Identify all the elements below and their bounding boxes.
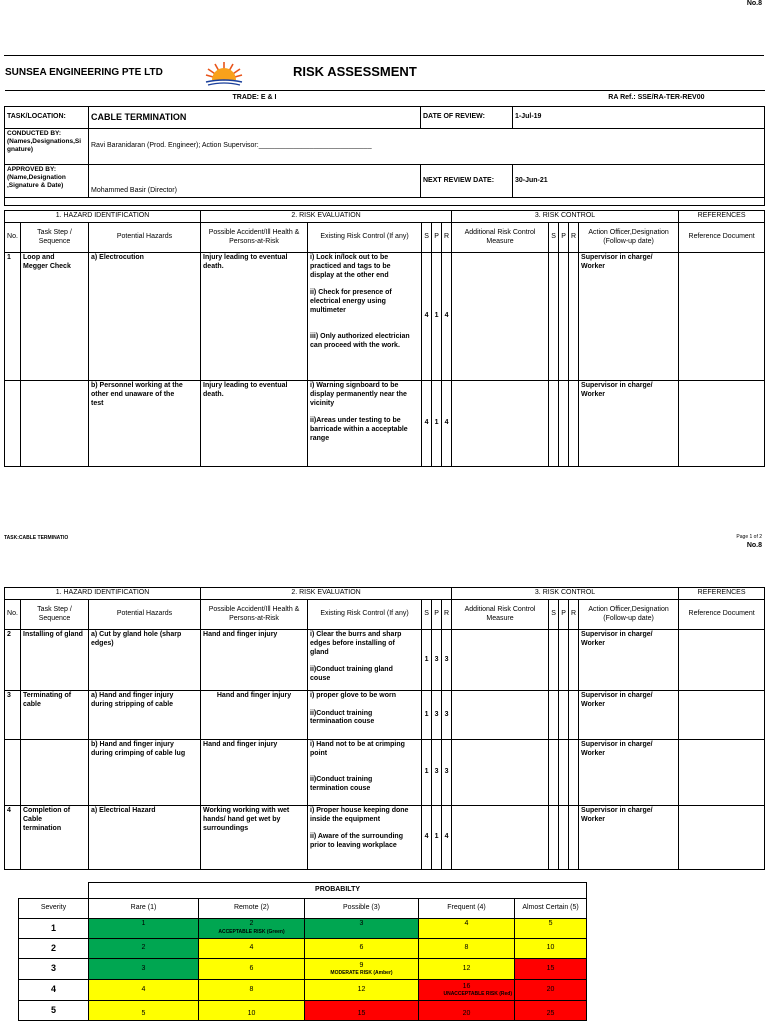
table-row <box>5 691 765 740</box>
row-no: 3 <box>5 691 21 740</box>
ra-ref-label <box>513 91 765 107</box>
col-additional-control: Additional Risk Control Measure <box>452 600 549 630</box>
row-accident: Hand and finger injury <box>201 691 308 740</box>
matrix-cell: 4 <box>199 939 305 959</box>
matrix-cell: 5 <box>89 1001 199 1021</box>
matrix-cell: 4 <box>419 919 515 939</box>
table-row <box>5 253 765 381</box>
row-officer: Supervisor in charge/ Worker <box>579 630 679 691</box>
row-hazard: b) Hand and finger injury during crimping of cable lug <box>89 740 201 806</box>
row-task: Installing of gland <box>21 630 89 691</box>
severity-4: 4 <box>19 980 89 1001</box>
col-task-step: Task Step / Sequence <box>21 223 89 253</box>
row-s: 1 <box>422 630 432 691</box>
matrix-cell <box>199 919 305 939</box>
severity-5: 5 <box>19 1001 89 1021</box>
section-risk-control: 3. RISK CONTROL <box>452 211 679 223</box>
row-s: 4 <box>422 253 432 381</box>
table-row <box>5 740 765 806</box>
row-existing-control: i) Lock in/lock out to be practiced and tags to be display at the other end ii) Check for presence of electrical energy using multimeter iii) Only authorized electrician can proceed with the work. <box>308 253 422 381</box>
col-no: No. <box>5 223 21 253</box>
moderate-risk-label: MODERATE RISK (Amber) <box>330 970 393 977</box>
row-r: 4 <box>442 806 452 870</box>
row-r: 3 <box>442 740 452 806</box>
col-s: S <box>422 223 432 253</box>
severity-3: 3 <box>19 959 89 980</box>
row-s: 1 <box>422 740 432 806</box>
trade-label <box>89 91 421 107</box>
section-risk-evaluation: 2. RISK EVALUATION <box>201 588 452 600</box>
col-p2: P <box>559 223 569 253</box>
row-hazard: b) Personnel working at the other end unaware of the test <box>89 381 201 467</box>
row-s: 4 <box>422 381 432 467</box>
row-hazard: a) Hand and finger injury during stripping of cable <box>89 691 201 740</box>
col-r: R <box>442 223 452 253</box>
col-existing-control: Existing Risk Control (If any) <box>308 600 422 630</box>
table-row <box>5 381 765 467</box>
col-additional-control: Additional Risk Control Measure <box>452 223 549 253</box>
matrix-cell: 20 <box>515 980 587 1001</box>
matrix-cell-value: 16 <box>462 982 471 990</box>
next-review-label: NEXT REVIEW DATE: <box>421 165 513 198</box>
row-task <box>21 740 89 806</box>
row-existing-control: i) Hand not to be at crimping point ii)Conduct training termination couse <box>308 740 422 806</box>
col-r: R <box>442 600 452 630</box>
next-review-value: 30-Jun-21 <box>513 165 765 198</box>
row-existing-control: i) Clear the burrs and sharp edges before installing of gland ii)Conduct training gland couse <box>308 630 422 691</box>
sunrise-logo-icon <box>204 58 244 88</box>
row-r: 3 <box>442 691 452 740</box>
prob-col-1: Rare (1) <box>89 899 199 919</box>
row-hazard: a) Cut by gland hole (sharp edges) <box>89 630 201 691</box>
matrix-cell: 1 <box>89 919 199 939</box>
page-number-label: No.8 <box>746 0 762 7</box>
row-p: 1 <box>432 253 442 381</box>
row-officer: Supervisor in charge/ Worker <box>579 253 679 381</box>
matrix-cell <box>419 980 515 1001</box>
col-task-step: Task Step / Sequence <box>21 600 89 630</box>
task-location-value: CABLE TERMINATION <box>89 107 421 129</box>
matrix-cell: 10 <box>515 939 587 959</box>
task-location-label: TASK/LOCATION: <box>5 107 89 129</box>
matrix-cell: 3 <box>89 959 199 980</box>
row-existing-control: i) Proper house keeping done inside the equipment ii) Aware of the surrounding prior to leaving workplace <box>308 806 422 870</box>
col-reference-document: Reference Document <box>679 223 765 253</box>
page-of-label: Page 1 of 2 <box>736 534 762 540</box>
prob-col-2: Remote (2) <box>199 899 305 919</box>
row-accident: Working working with wet hands/ hand get wet by surroundings <box>201 806 308 870</box>
header-info-table <box>4 90 765 206</box>
probability-label: PROBABILTY <box>89 883 587 899</box>
approved-by-label: APPROVED BY: (Name,Designation ,Signature & Date) <box>5 165 89 198</box>
trade-text: TRADE: E & I <box>232 94 277 102</box>
row-no: 1 <box>5 253 21 381</box>
col-no: No. <box>5 600 21 630</box>
col-reference-document: Reference Document <box>679 600 765 630</box>
matrix-cell <box>305 959 419 980</box>
table-row <box>5 630 765 691</box>
matrix-cell: 8 <box>419 939 515 959</box>
matrix-cell: 5 <box>515 919 587 939</box>
matrix-cell: 25 <box>515 1001 587 1021</box>
col-s2: S <box>549 600 559 630</box>
row-task: Terminating of cable <box>21 691 89 740</box>
risk-matrix <box>18 882 587 1021</box>
risk-table-page1 <box>4 210 765 467</box>
row-p: 3 <box>432 740 442 806</box>
prob-col-5: Almost Certain (5) <box>515 899 587 919</box>
header-top-rule <box>4 55 764 56</box>
section-risk-control: 3. RISK CONTROL <box>452 588 679 600</box>
severity-label: Severity <box>19 899 89 919</box>
row-existing-control: i) proper glove to be worn ii)Conduct training terminaation couse <box>308 691 422 740</box>
matrix-cell: 20 <box>419 1001 515 1021</box>
matrix-cell-value: 2 <box>249 920 254 927</box>
prob-col-3: Possible (3) <box>305 899 419 919</box>
row-no: 2 <box>5 630 21 691</box>
col-possible-accident: Possible Accident/Ill Health & Persons-at-Risk <box>201 600 308 630</box>
conducted-by-label: CONDUCTED BY: (Names,Designations,Si gnature) <box>5 129 89 165</box>
col-possible-accident: Possible Accident/Ill Health & Persons-at-Risk <box>201 223 308 253</box>
row-p: 1 <box>432 806 442 870</box>
matrix-cell: 6 <box>305 939 419 959</box>
row-officer: Supervisor in charge/ Worker <box>579 691 679 740</box>
col-existing-control: Existing Risk Control (If any) <box>308 223 422 253</box>
col-s2: S <box>549 223 559 253</box>
row-r: 4 <box>442 253 452 381</box>
row-hazard: a) Electrocution <box>89 253 201 381</box>
row-existing-control: i) Warning signboard to be display permanently near the vicinity ii)Areas under testing to be barricade within a acceptable range <box>308 381 422 467</box>
approved-by-value: Mohammed Basir (Director) <box>89 165 421 198</box>
matrix-cell: 6 <box>199 959 305 980</box>
company-name: SUNSEA ENGINEERING PTE LTD <box>5 67 163 78</box>
row-p: 3 <box>432 630 442 691</box>
col-action-officer: Action Officer,Designation (Follow-up date) <box>579 223 679 253</box>
row-task: Completion of Cable termination <box>21 806 89 870</box>
section-risk-evaluation: 2. RISK EVALUATION <box>201 211 452 223</box>
matrix-cell: 10 <box>199 1001 305 1021</box>
col-p: P <box>432 223 442 253</box>
matrix-cell: 4 <box>89 980 199 1001</box>
date-of-review-value: 1-Jul-19 <box>513 107 765 129</box>
row-p: 3 <box>432 691 442 740</box>
risk-table-page2 <box>4 587 765 870</box>
unacceptable-risk-label: UNACCEPTABLE RISK (Red) <box>443 991 512 998</box>
row-task <box>21 381 89 467</box>
row-no <box>5 381 21 467</box>
section-hazard-identification: 1. HAZARD IDENTIFICATION <box>5 211 201 223</box>
row-s: 1 <box>422 691 432 740</box>
col-r2: R <box>569 600 579 630</box>
row-officer: Supervisor in charge/ Worker <box>579 381 679 467</box>
acceptable-risk-label: ACCEPTABLE RISK (Green) <box>218 928 285 935</box>
row-no: 4 <box>5 806 21 870</box>
page2-number-label: No.8 <box>746 542 762 549</box>
table-row <box>5 806 765 870</box>
ra-ref-text: RA Ref.: SSE/RA-TER-REV00 <box>608 94 705 102</box>
col-potential-hazards: Potential Hazards <box>89 223 201 253</box>
col-action-officer: Action Officer,Designation (Follow-up date) <box>579 600 679 630</box>
matrix-cell: 12 <box>305 980 419 1001</box>
date-of-review-label: DATE OF REVIEW: <box>421 107 513 129</box>
prob-col-4: Frequent (4) <box>419 899 515 919</box>
row-s: 4 <box>422 806 432 870</box>
col-p2: P <box>559 600 569 630</box>
footer-task: TASK:CABLE TERMINATIO <box>4 535 69 541</box>
severity-1: 1 <box>19 919 89 939</box>
document-title: RISK ASSESSMENT <box>293 64 417 79</box>
col-s: S <box>422 600 432 630</box>
matrix-cell: 2 <box>89 939 199 959</box>
conducted-by-value: Ravi Baranidaran (Prod. Engineer); Action Supervisor:_____________________________ <box>89 129 765 165</box>
row-hazard: a) Electrical Hazard <box>89 806 201 870</box>
row-accident: Injury leading to eventual death. <box>201 381 308 467</box>
row-accident: Hand and finger injury <box>201 630 308 691</box>
row-p: 1 <box>432 381 442 467</box>
matrix-cell: 15 <box>305 1001 419 1021</box>
matrix-cell: 15 <box>515 959 587 980</box>
row-officer: Supervisor in charge/ Worker <box>579 740 679 806</box>
row-no <box>5 740 21 806</box>
section-references: REFERENCES <box>679 588 765 600</box>
col-p: P <box>432 600 442 630</box>
row-accident: Hand and finger injury <box>201 740 308 806</box>
row-officer: Supervisor in charge/ Worker <box>579 806 679 870</box>
matrix-cell: 12 <box>419 959 515 980</box>
matrix-cell: 3 <box>305 919 419 939</box>
col-r2: R <box>569 223 579 253</box>
section-references: REFERENCES <box>679 211 765 223</box>
matrix-cell: 8 <box>199 980 305 1001</box>
matrix-cell-value: 9 <box>359 961 364 969</box>
row-task: Loop and Megger Check <box>21 253 89 381</box>
row-r: 3 <box>442 630 452 691</box>
col-potential-hazards: Potential Hazards <box>89 600 201 630</box>
row-accident: Injury leading to eventual death. <box>201 253 308 381</box>
section-hazard-identification: 1. HAZARD IDENTIFICATION <box>5 588 201 600</box>
severity-2: 2 <box>19 939 89 959</box>
row-r: 4 <box>442 381 452 467</box>
